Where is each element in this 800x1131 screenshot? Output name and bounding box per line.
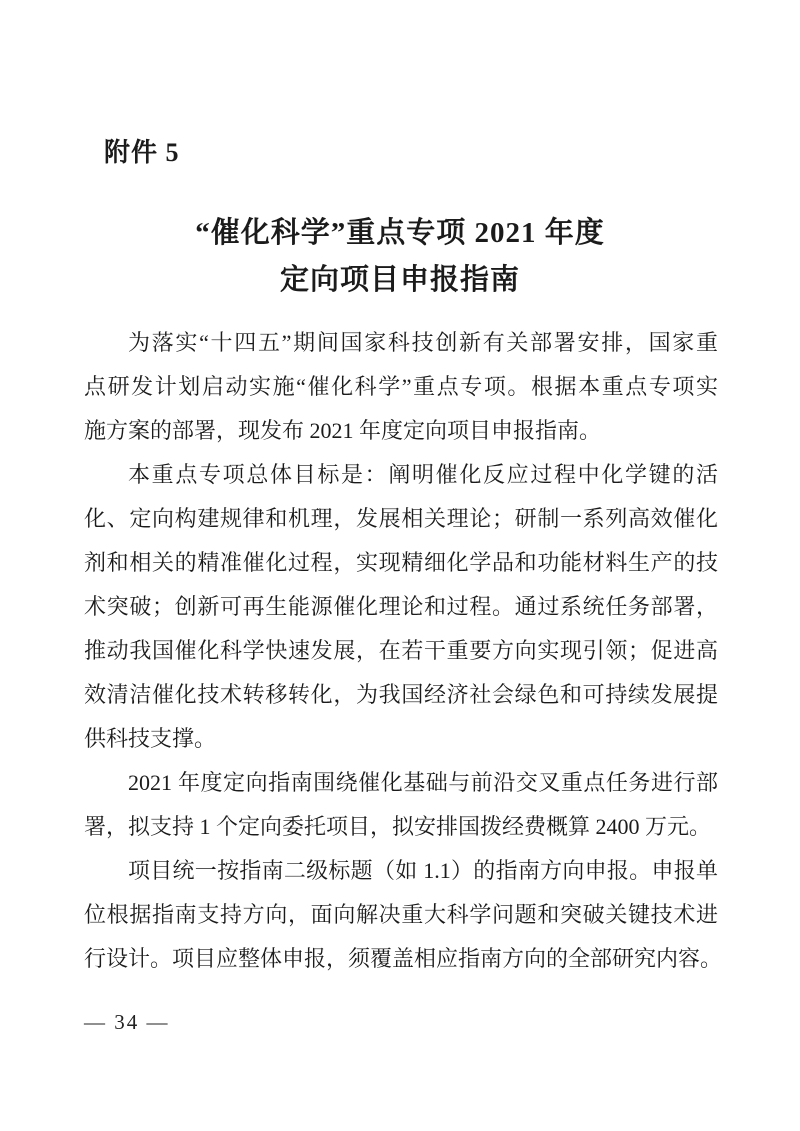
body-line: 推动我国催化科学快速发展，在若干重要方向实现引领；促进高 [84,638,718,663]
body-line: 本重点专项总体目标是：阐明催化反应过程中化学键的活 [128,462,718,487]
body-line: 术突破；创新可再生能源催化理论和过程。通过系统任务部署， [84,594,718,619]
body-line: 项目统一按指南二级标题（如 1.1）的指南方向申报。申报单 [128,858,718,883]
document-title [0,210,800,304]
attachment-label: 附件 5 [104,138,180,167]
paragraph [84,321,718,453]
body-line: 施方案的部署，现发布 2021 年度定向项目申报指南。 [84,418,602,443]
document-body [84,321,723,981]
body-line: 2021 年度定向指南围绕催化基础与前沿交叉重点任务进行部 [128,770,718,795]
body-line: 效清洁催化技术转移转化，为我国经济社会绿色和可持续发展提 [84,682,718,707]
document-title-line1: “催化科学”重点专项 2021 年度 [195,217,605,249]
body-line: 剂和相关的精准催化过程，实现精细化学品和功能材料生产的技 [84,550,718,575]
body-line: 位根据指南支持方向，面向解决重大科学问题和突破关键技术进 [84,902,718,927]
body-line: 行设计。项目应整体申报，须覆盖相应指南方向的全部研究内容。 [84,946,723,971]
body-line: 供科技支撑。 [84,726,217,751]
paragraph [84,761,718,849]
paragraph [84,453,718,761]
page-number: — 34 — [84,1010,170,1034]
paragraph [84,849,723,981]
body-line: 点研发计划启动实施“催化科学”重点专项。根据本重点专项实 [84,374,718,399]
body-line: 署，拟支持 1 个定向委托项目，拟安排国拨经费概算 2400 万元。 [84,814,712,839]
body-line: 为落实“十四五”期间国家科技创新有关部署安排，国家重 [128,330,718,355]
body-line: 化、定向构建规律和机理，发展相关理论；研制一系列高效催化 [84,506,718,531]
document-title-line2: 定向项目申报指南 [279,264,520,296]
